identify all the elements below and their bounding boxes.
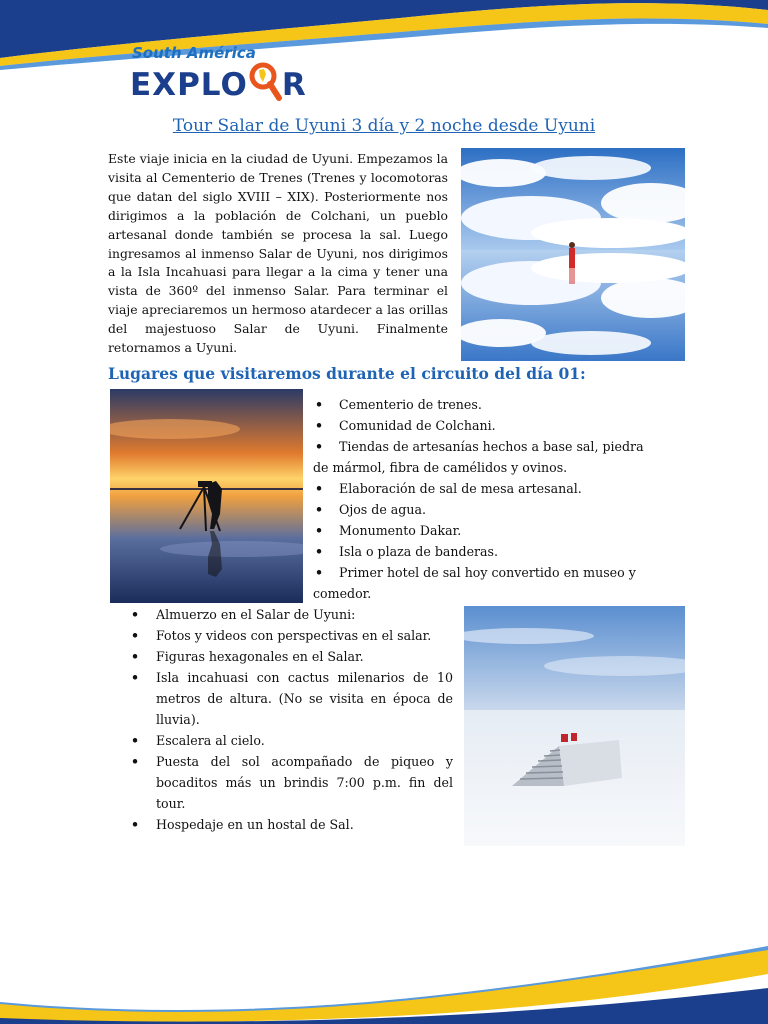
day1-places-list — [313, 394, 663, 604]
logo-wordmark — [130, 61, 307, 103]
section-subtitle: Lugares que visitaremos durante el circuito del día 01: — [108, 364, 586, 383]
intro-paragraph: Este viaje inicia en la ciudad de Uyuni. Empezamos la visita al Cementerio de Trenes (Trenes y locomotoras que datan del siglo XVIII – XIX). Posteriormente nos dirigimos a la población de Colchani, un pueblo artesanal donde también se procesa la sal. Luego ingresamos al inmenso Salar de Uyuni, nos dirigimos a la Isla Incahuasi para llegar a la cima y tener una vista de 360º del inmenso Salar. Para terminar el viaje apreciaremos un hermoso atardecer a las orillas del majestuoso Salar de Uyuni. Finalmente retornamos a Uyuni. — [108, 151, 448, 356]
list-item: • Tiendas de artesanías hechos a base sal, piedra de mármol, fibra de camélidos y ovinos. — [313, 436, 663, 478]
footer-wave-decoration — [0, 944, 768, 1024]
list-item: • Monumento Dakar. — [313, 520, 663, 541]
header-wave-decoration — [0, 0, 768, 70]
magnifier-icon — [248, 61, 282, 101]
logo-word-part: EXPLO — [130, 67, 248, 103]
stairway-salt-flat-photo — [464, 606, 685, 846]
logo-word-end: R — [281, 67, 307, 103]
list-item: • Primer hotel de sal hoy convertido en museo y comedor. — [313, 562, 663, 604]
list-item: • Ojos de agua. — [313, 499, 663, 520]
list-item: • Figuras hexagonales en el Salar. — [131, 646, 453, 667]
list-item: • Hospedaje en un hostal de Sal. — [131, 814, 453, 835]
list-item: • Almuerzo en el Salar de Uyuni: — [131, 604, 453, 625]
list-item: • Cementerio de trenes. — [313, 394, 663, 415]
list-item: • Escalera al cielo. — [131, 730, 453, 751]
list-item: • Elaboración de sal de mesa artesanal. — [313, 478, 663, 499]
list-item: • Isla o plaza de banderas. — [313, 541, 663, 562]
logo-tagline: South América — [132, 44, 256, 62]
day1-activities-list — [131, 604, 453, 835]
list-item: • Comunidad de Colchani. — [313, 415, 663, 436]
list-item: • Fotos y videos con perspectivas en el salar. — [131, 625, 453, 646]
sunset-photographer-photo — [110, 389, 303, 603]
page-title: Tour Salar de Uyuni 3 día y 2 noche desde Uyuni — [172, 116, 596, 136]
company-logo — [130, 44, 330, 116]
salt-flat-reflection-photo — [461, 148, 685, 361]
list-item: • Puesta del sol acompañado de piqueo y bocaditos más un brindis 7:00 p.m. fin del tour. — [131, 751, 453, 814]
list-item: • Isla incahuasi con cactus milenarios de 10 metros de altura. (No se visita en época de lluvia). — [131, 667, 453, 730]
